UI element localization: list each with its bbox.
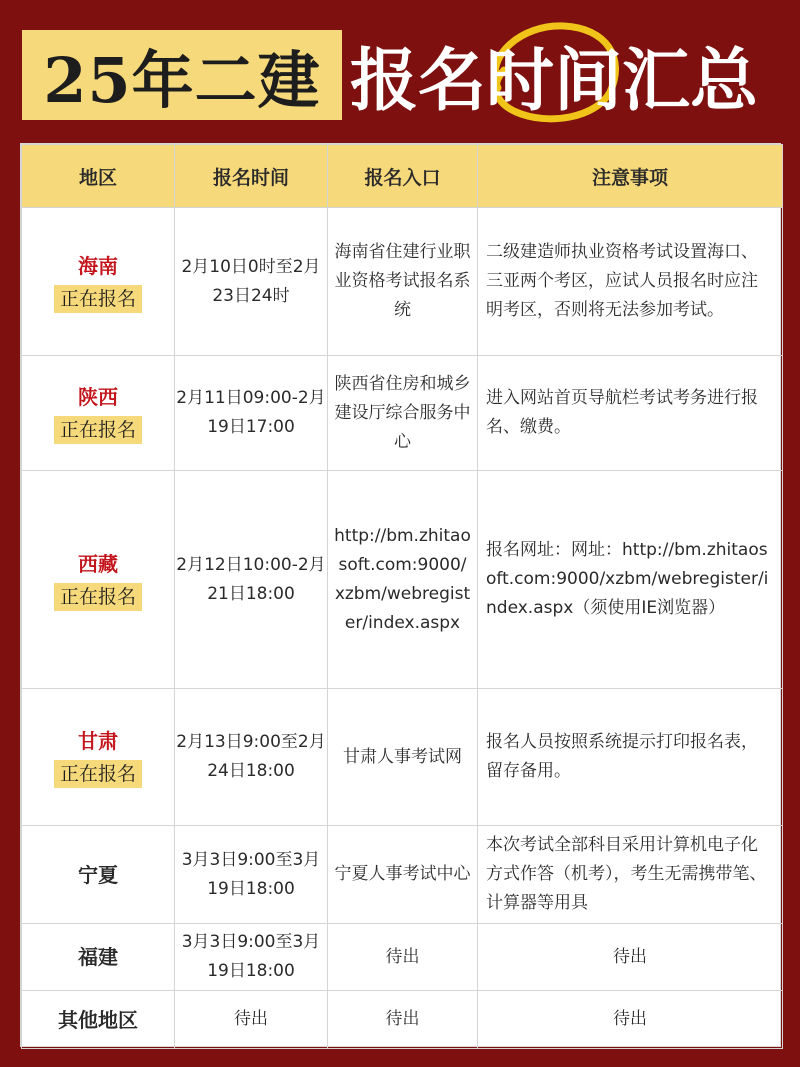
notes-cell: 报名网址：网址：http://bm.zhitaosoft.com:9000/xzbm/webregister/index.aspx（须使用IE浏览器） (478, 471, 783, 689)
time-cell: 2月13日9:00至2月24日18:00 (175, 689, 328, 826)
status-badge: 正在报名 (54, 760, 142, 788)
region-name: 福建 (78, 945, 118, 969)
time-cell: 3月3日9:00至3月19日18:00 (175, 826, 328, 924)
region-name: 甘肃 (78, 729, 118, 753)
table-row (22, 471, 783, 689)
time-cell: 待出 (175, 991, 328, 1049)
column-header-notes: 注意事项 (478, 145, 783, 208)
notes-cell: 待出 (478, 991, 783, 1049)
table-row (22, 356, 783, 471)
notes-cell: 二级建造师执业资格考试设置海口、三亚两个考区，应试人员报名时应注明考区，否则将无法参加考试。 (478, 208, 783, 356)
region-cell (22, 826, 175, 924)
region-name: 其他地区 (58, 1007, 138, 1032)
entry-cell: 待出 (328, 924, 478, 991)
region-cell (22, 924, 175, 991)
region-cell (22, 471, 175, 689)
status-badge: 正在报名 (54, 416, 142, 444)
entry-link[interactable]: http://bm.zhitaosoft.com:9000/xzbm/webregister/index.aspx (328, 471, 478, 689)
time-cell: 2月12日10:00-2月21日18:00 (175, 471, 328, 689)
region-name: 宁夏 (78, 862, 118, 887)
entry-cell: 甘肃人事考试网 (328, 689, 478, 826)
region-cell (22, 991, 175, 1049)
region-name: 海南 (78, 253, 118, 278)
region-cell (22, 356, 175, 471)
entry-cell: 待出 (328, 991, 478, 1049)
table-row (22, 924, 783, 991)
region-name: 陕西 (78, 385, 118, 409)
schedule-table (20, 143, 781, 1047)
notes-cell: 报名人员按照系统提示打印报名表，留存备用。 (478, 689, 783, 826)
column-header-region: 地区 (22, 145, 175, 208)
title-left: 25年二建 (43, 43, 321, 117)
column-header-time: 报名时间 (175, 145, 328, 208)
status-badge: 正在报名 (54, 285, 142, 313)
table-row (22, 991, 783, 1049)
notes-cell: 本次考试全部科目采用计算机电子化方式作答（机考），考生无需携带笔、计算器等用具 (478, 826, 783, 924)
title-right: 报名时间汇总 (350, 40, 759, 121)
entry-cell: 陕西省住房和城乡建设厅综合服务中心 (328, 356, 478, 471)
title-badge (22, 30, 342, 120)
notes-cell: 进入网站首页导航栏考试考务进行报名、缴费。 (478, 356, 783, 471)
header (0, 0, 800, 140)
table-row (22, 689, 783, 826)
time-cell: 3月3日9:00至3月19日18:00 (175, 924, 328, 991)
table-header-row (22, 145, 783, 208)
status-badge: 正在报名 (54, 583, 142, 611)
region-cell (22, 208, 175, 356)
entry-cell: 宁夏人事考试中心 (328, 826, 478, 924)
time-cell: 2月10日0时至2月23日24时 (175, 208, 328, 356)
table-row (22, 208, 783, 356)
region-name: 西藏 (78, 551, 118, 576)
column-header-entry: 报名入口 (328, 145, 478, 208)
time-cell: 2月11日09:00-2月19日17:00 (175, 356, 328, 471)
region-cell (22, 689, 175, 826)
table-row (22, 826, 783, 924)
entry-cell: 海南省住建行业职业资格考试报名系统 (328, 208, 478, 356)
notes-cell: 待出 (478, 924, 783, 991)
